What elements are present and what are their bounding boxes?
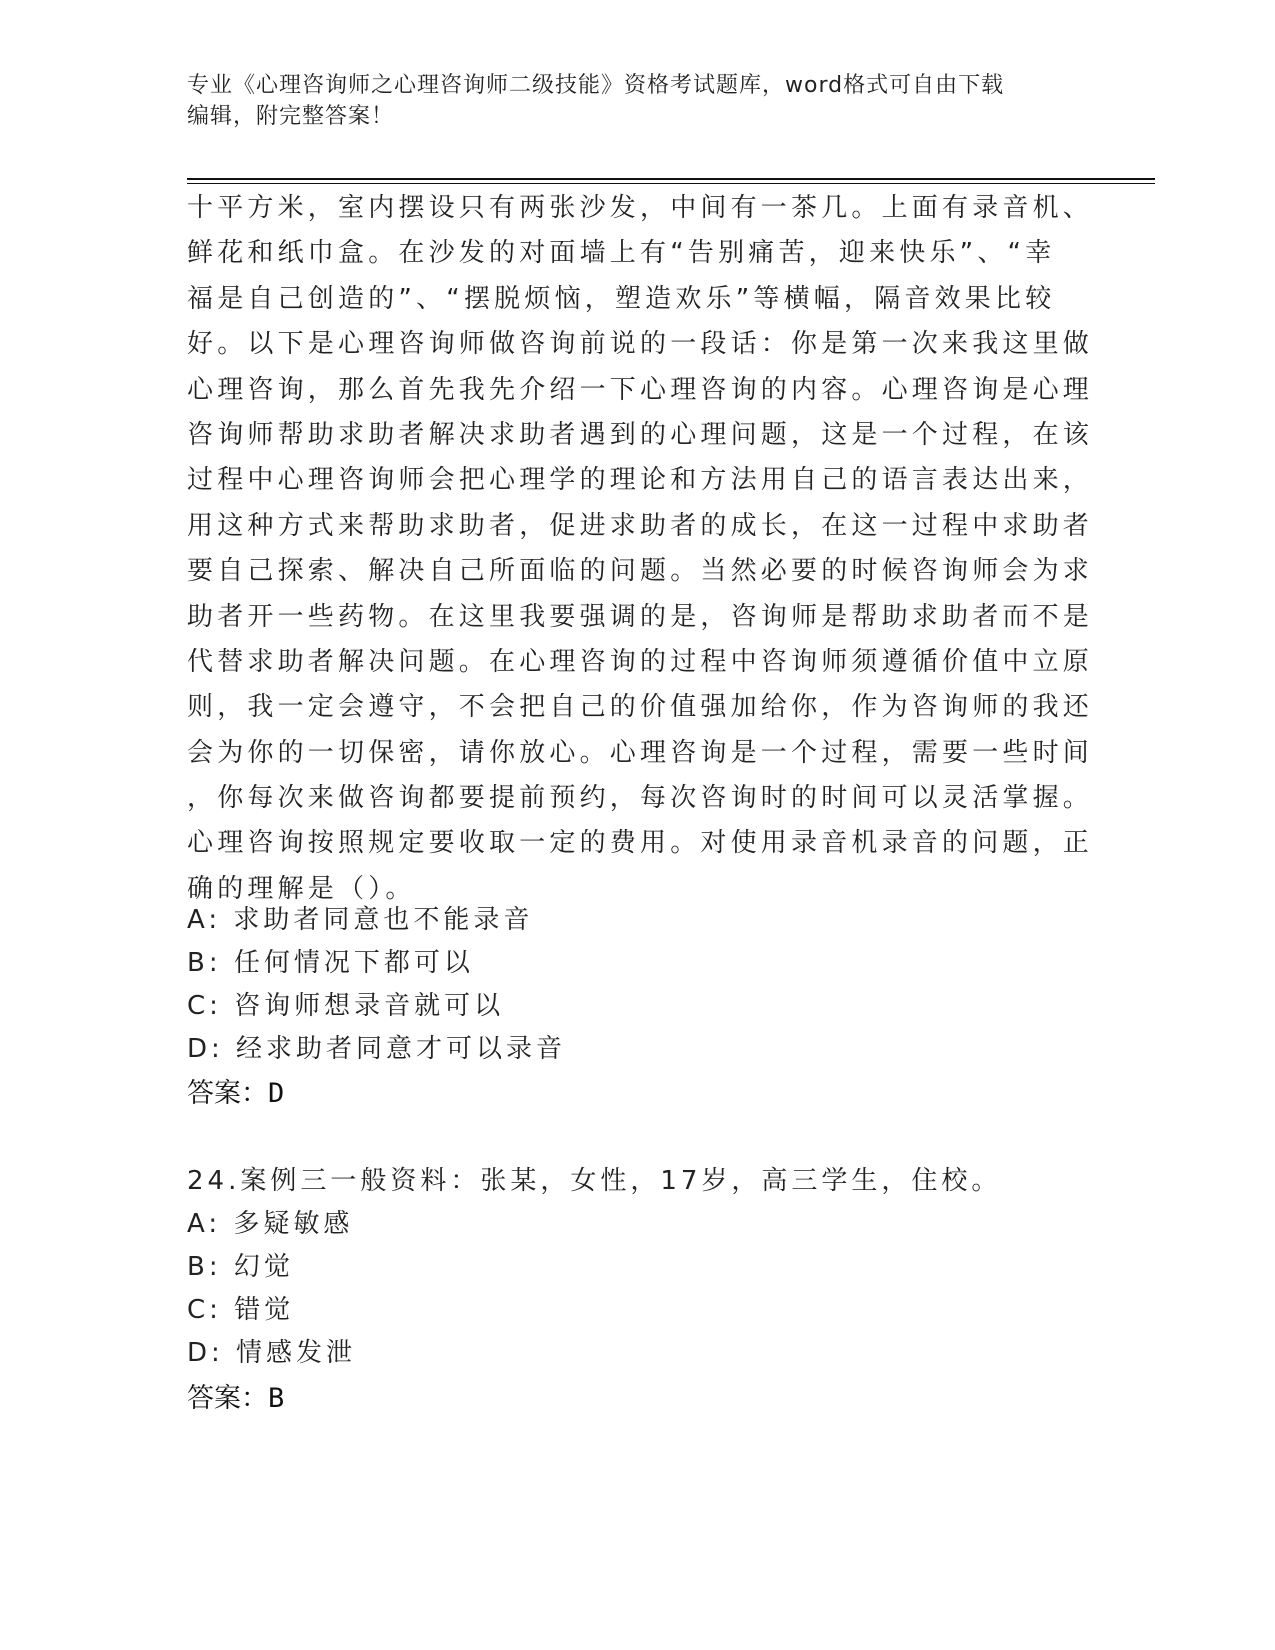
stem-line: 福是自己创造的”、“摆脱烦恼，塑造欢乐”等横幅，隔音效果比较 — [187, 283, 1056, 314]
stem-line: 咨询师帮助求助者解决求助者遇到的心理问题，这是一个过程，在该 — [187, 419, 1094, 450]
q24-option-a: A: 多疑敏感 — [187, 1209, 354, 1239]
document-header — [187, 70, 1067, 132]
q23-option-d: D: 经求助者同意才可以录音 — [187, 1034, 567, 1064]
q24-option-b: B: 幻觉 — [187, 1252, 294, 1282]
q24-option-d: D: 情感发泄 — [187, 1338, 357, 1368]
answer-value: B — [268, 1383, 285, 1414]
q23-option-a: A: 求助者同意也不能录音 — [187, 905, 534, 935]
stem-line: 代替求助者解决问题。在心理咨询的过程中咨询师须遵循价值中立原 — [187, 646, 1094, 677]
stem-line: 过程中心理咨询师会把心理学的理论和方法用自己的语言表达出来， — [187, 465, 1094, 496]
stem-line: 要自己探索、解决自己所面临的问题。当然必要的时候咨询师会为求 — [187, 556, 1094, 587]
header-line-2: 编辑，附完整答案！ — [187, 104, 395, 129]
answer-label: 答案： — [187, 1383, 268, 1414]
stem-line: 鲜花和纸巾盒。在沙发的对面墙上有“告别痛苦，迎来快乐”、“幸 — [187, 238, 1056, 269]
q24-option-c: C: 错觉 — [187, 1295, 295, 1325]
stem-line: 用这种方式来帮助求助者，促进求助者的成长，在这一过程中求助者 — [187, 510, 1094, 541]
stem-line: 心理咨询，那么首先我先介绍一下心理咨询的内容。心理咨询是心理 — [187, 374, 1094, 405]
header-line-1: 专业《心理咨询师之心理咨询师二级技能》资格考试题库，word格式可自由下载 — [187, 73, 1005, 98]
stem-line: 助者开一些药物。在这里我要强调的是，咨询师是帮助求助者而不是 — [187, 601, 1094, 632]
question-23-stem — [187, 186, 1094, 912]
stem-line: 好。以下是心理咨询师做咨询前说的一段话：你是第一次来我这里做 — [187, 329, 1094, 360]
q23-option-b: B: 任何情况下都可以 — [187, 948, 474, 978]
q24-answer — [187, 1376, 284, 1415]
stem-line: 确的理解是（）。 — [187, 873, 416, 904]
question-24-stem: 24.案例三一般资料：张某，女性，17岁，高三学生，住校。 — [187, 1166, 1002, 1196]
q23-option-c: C: 咨询师想录音就可以 — [187, 991, 505, 1021]
stem-line: ，你每次来做咨询都要提前预约，每次咨询时的时间可以灵活掌握。 — [187, 783, 1094, 814]
answer-value: D — [268, 1078, 285, 1109]
header-divider-thick — [187, 178, 1155, 180]
q23-answer — [187, 1071, 284, 1110]
stem-line: 心理咨询按照规定要收取一定的费用。对使用录音机录音的问题，正 — [187, 828, 1094, 859]
stem-line: 则，我一定会遵守，不会把自己的价值强加给你，作为咨询师的我还 — [187, 692, 1094, 723]
answer-label: 答案： — [187, 1078, 268, 1109]
stem-line: 十平方米，室内摆设只有两张沙发，中间有一茶几。上面有录音机、 — [187, 193, 1094, 223]
stem-line: 会为你的一切保密，请你放心。心理咨询是一个过程，需要一些时间 — [187, 737, 1094, 768]
header-divider-thin — [187, 183, 1155, 184]
